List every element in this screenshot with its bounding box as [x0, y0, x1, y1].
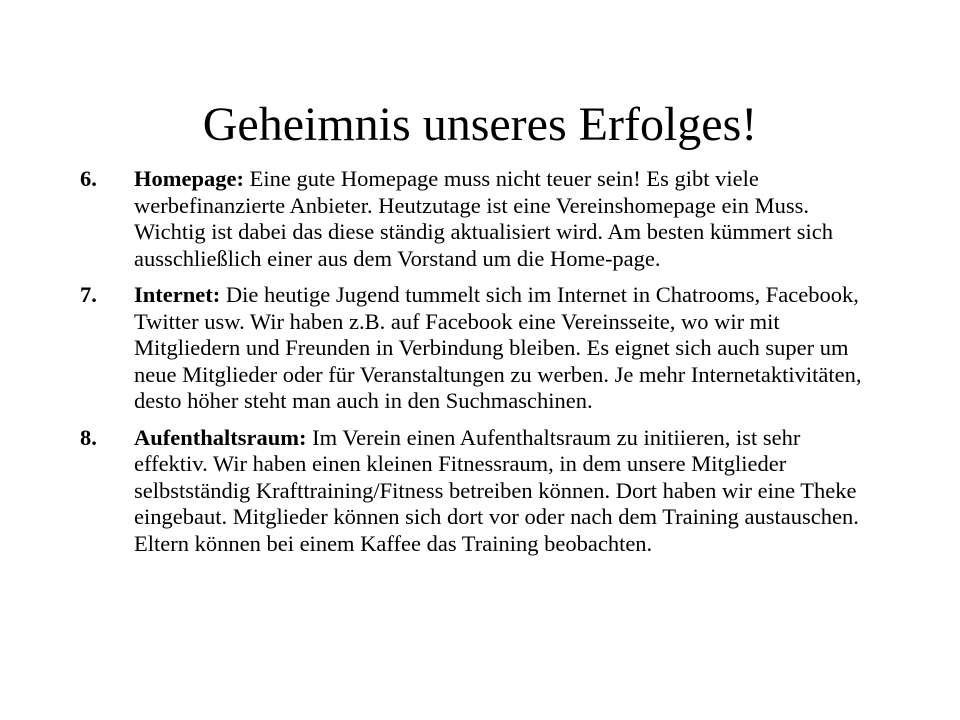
list-item-text: Im Verein einen Aufenthaltsraum zu initiieren, ist sehr effektiv. Wir haben einen kleinen Fitnessraum, in dem unsere Mitglieder selbstständig Krafttraining/Fitness betreiben können. Dort haben wir eine Theke eingebaut. Mitglieder können sich dort vor oder nach dem Training austauschen. Eltern können bei einem Kaffee das Training beobachten. — [134, 424, 859, 556]
list-item-number: 7. — [80, 282, 97, 307]
list-item-label: Aufenthaltsraum: — [134, 424, 307, 450]
list-item-label: Internet: — [134, 282, 221, 307]
list-item-text: Eine gute Homepage muss nicht teuer sein! Es gibt viele werbefinanzierte Anbieter. Heutzutage ist eine Vereinshomepage ein Muss. Wichtig ist dabei das diese ständig aktualisiert wird. Am besten kümmert sich ausschließlich einer aus dem Vorstand um die Home-page. — [134, 166, 833, 271]
list-item-number: 6. — [80, 166, 97, 191]
list-item-internet — [80, 282, 870, 415]
numbered-list — [80, 166, 870, 567]
list-item-number: 8. — [80, 424, 97, 450]
slide-title: Geheimnis unseres Erfolges! — [202, 98, 758, 151]
list-item-text: Die heutige Jugend tummelt sich im Internet in Chatrooms, Facebook, Twitter usw. Wir haben z.B. auf Facebook eine Vereinsseite, wo wir mit Mitgliedern und Freunden in Verbindung bleiben. Es eignet sich auch super um neue Mitglieder oder für Veranstaltungen zu werben. Je mehr Internetaktivitäten, desto höher steht man auch in den Suchmaschinen. — [134, 282, 862, 413]
list-item-label: Homepage: — [134, 166, 244, 191]
list-item-aufenthaltsraum — [80, 425, 870, 558]
list-item-homepage — [80, 166, 870, 272]
